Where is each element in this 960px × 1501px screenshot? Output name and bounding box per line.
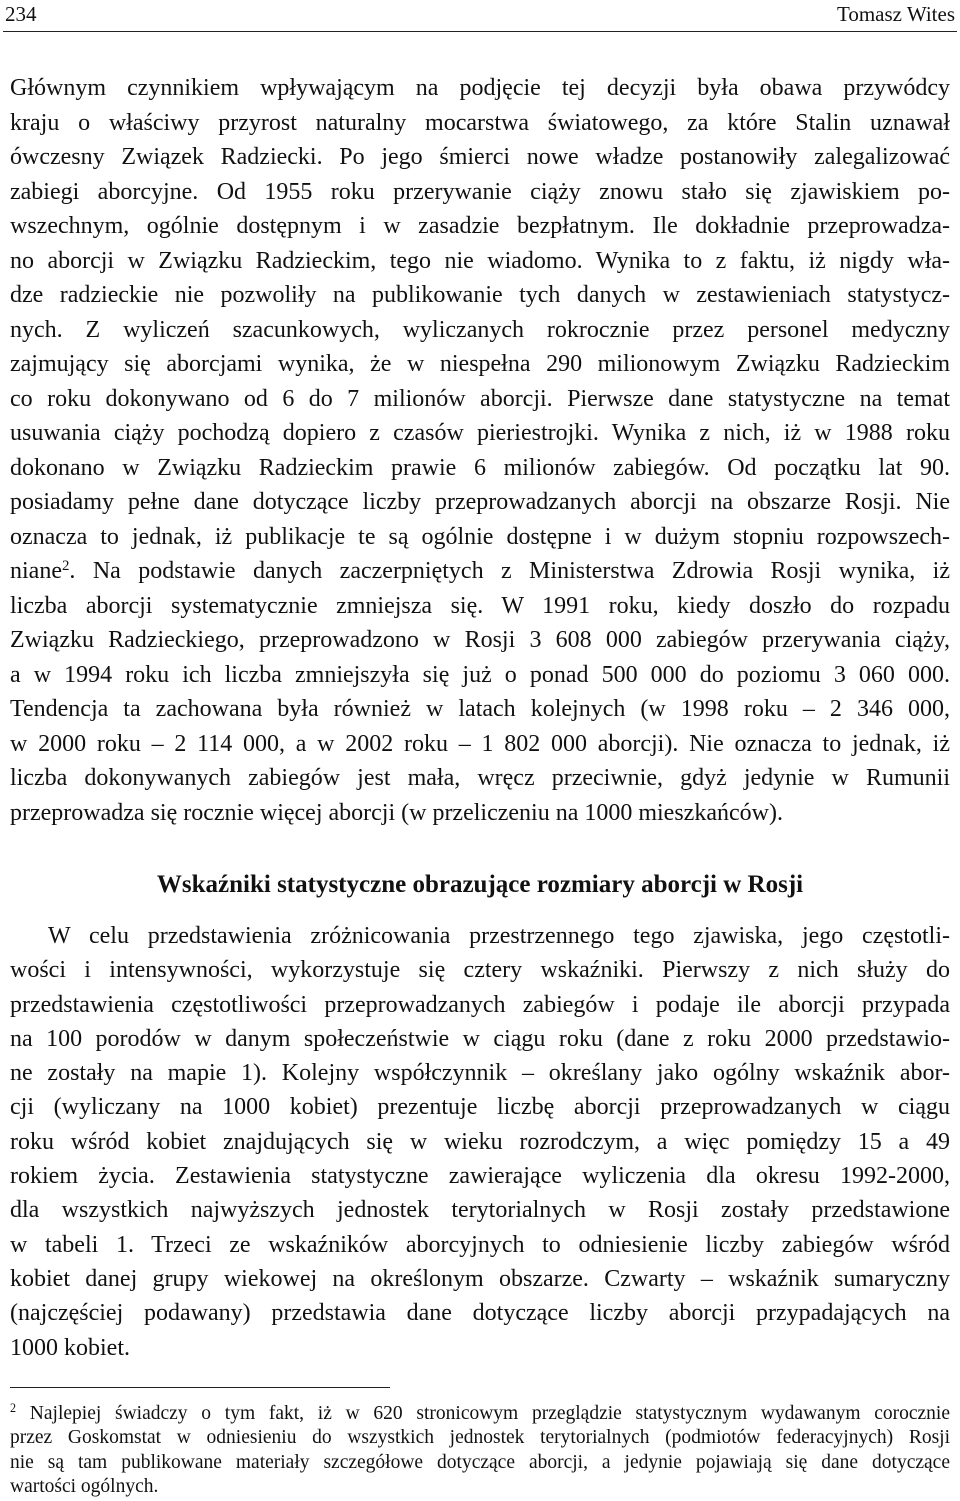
body-line: cji (wyliczany na 1000 kobiet) prezentuje liczbę aborcji przeprowadzanych w ciągu <box>10 1094 950 1121</box>
body-line: usuwania ciąży pochodzą dopiero z czasów pieriestrojki. Wynika z nich, iż w 1988 roku <box>10 420 950 446</box>
footnote-marker: 2 <box>10 1401 17 1416</box>
body-line: wszechnym, ogólnie dostępnym i w zasadzie bezpłatnym. Ile dokładnie przeprowadza- <box>10 213 950 239</box>
body-line: Tendencja ta zachowana była również w latach kolejnych (w 1998 roku – 2 346 000, <box>10 696 950 722</box>
paragraph <box>10 71 950 830</box>
body-line: liczba dokonywanych zabiegów jest mała, wręcz przeciwnie, gdyż jedynie w Rumunii <box>10 765 950 791</box>
body-line: (najczęściej podawany) przedstawia dane dotyczące liczby aborcji przypadających na <box>10 1300 950 1327</box>
line-text: niane <box>10 558 62 584</box>
body-line: przeprowadza się rocznie więcej aborcji (w przeliczeniu na 1000 mieszkańców). <box>10 799 783 826</box>
footnote-line: wartości ogólnych. <box>10 1476 159 1498</box>
running-head-author: Tomasz Wites <box>836 2 955 26</box>
body-line: co roku dokonywano od 6 do 7 milionów aborcji. Pierwsze dane statystyczne na temat <box>10 385 950 412</box>
body-line: kobiet danej grupy wiekowej na określonym obszarze. Czwarty – wskaźnik sumaryczny <box>10 1265 950 1292</box>
footnote-line <box>10 1402 950 1426</box>
page-number: 234 <box>5 2 37 26</box>
body-line: ówczesny Związek Radziecki. Po jego śmierci nowe władze postanowiły zalegalizować <box>10 144 950 170</box>
body-line: w tabeli 1. Trzeci ze wskaźników aborcyjnych to odniesienie liczby zabiegów wśród <box>10 1231 950 1258</box>
line-text: . Na podstawie danych zaczerpniętych z Ministerstwa Zdrowia Rosji wynika, iż <box>69 558 950 584</box>
body-line: kraju o właściwy przyrost naturalny mocarstwa światowego, za które Stalin uznawał <box>10 109 950 136</box>
body-line: oznacza to jednak, iż publikacje te są ogólnie dostępne i w dużym stopniu rozpowszech- <box>10 523 950 550</box>
body-line: zabiegi aborcyjne. Od 1955 roku przerywanie ciąży znowu stało się zjawiskiem po- <box>10 178 950 205</box>
footnote <box>10 1402 950 1500</box>
body-line: posiadamy pełne dane dotyczące liczby przeprowadzanych aborcji na obszarze Rosji. Nie <box>10 489 950 515</box>
body-line: nych. Z wyliczeń szacunkowych, wyliczanych rokrocznie przez personel medyczny <box>10 316 950 343</box>
body-line: przedstawienia częstotliwości przeprowadzanych zabiegów i podaje ile aborcji przypada <box>10 991 950 1018</box>
footnote-separator <box>10 1387 390 1388</box>
body-line <box>10 554 950 589</box>
body-line: liczba aborcji systematycznie zmniejsza się. W 1991 roku, kiedy doszło do rozpadu <box>10 592 950 619</box>
body-line: W celu przedstawienia zróżnicowania przestrzennego tego zjawiska, jego częstotli- <box>48 923 950 949</box>
body-line: rokiem życia. Zestawienia statystyczne zawierające wyliczenia dla okresu 1992-2000, <box>10 1163 950 1190</box>
body-line: zajmujący się aborcjami wynika, że w niespełna 290 milionowym Związku Radzieckim <box>10 351 950 377</box>
body-line: roku wśród kobiet znajdujących się w wieku rozrodczym, a więc pomiędzy 15 a 49 <box>10 1128 950 1155</box>
header-rule <box>3 31 957 32</box>
body-line: ne zostały na mapie 1). Kolejny współczynnik – określany jako ogólny wskaźnik abor- <box>10 1060 950 1087</box>
footnote-ref: 2 <box>61 557 70 574</box>
paragraph <box>10 919 950 1365</box>
page-header <box>5 0 955 28</box>
body-line: Głównym czynnikiem wpływającym na podjęcie tej decyzji była obawa przywódcy <box>10 75 950 101</box>
body-line: w 2000 roku – 2 114 000, a w 2002 roku – 1 802 000 aborcji). Nie oznacza to jednak, iż <box>10 730 950 757</box>
body-line: na 100 porodów w danym społeczeństwie w ciągu roku (dane z roku 2000 przedstawio- <box>10 1025 950 1052</box>
body-line: no aborcji w Związku Radzieckim, tego nie wiadomo. Wynika to z faktu, iż nigdy wła- <box>10 247 950 274</box>
footnote-line: nie są tam publikowane materiały szczegółowe dotyczące aborcji, a jedynie pojawiają się dane dotyczące <box>10 1451 950 1473</box>
footnote-line: przez Goskomstat w odniesieniu do wszystkich jednostek terytorialnych (podmiotów federacyjnych) Rosji <box>10 1427 950 1449</box>
body-line: 1000 kobiet. <box>10 1334 130 1361</box>
body-line: dokonano w Związku Radzieckim prawie 6 milionów zabiegów. Od początku lat 90. <box>10 454 950 481</box>
body-line: wości i intensywności, wykorzystuje się cztery wskaźniki. Pierwszy z nich służy do <box>10 957 950 984</box>
body-line: dze radzieckie nie pozwoliły na publikowanie tych danych w zestawieniach statystycz- <box>10 282 950 308</box>
body-line: Związku Radzieckiego, przeprowadzono w Rosji 3 608 000 zabiegów przerywania ciąży, <box>10 627 950 653</box>
section-heading: Wskaźniki statystyczne obrazujące rozmiary aborcji w Rosji <box>156 871 804 898</box>
line-text: Najlepiej świadczy o tym fakt, iż w 620 stronicowym przeglądzie statystycznym wydawanym corocznie <box>29 1403 951 1424</box>
body-line: a w 1994 roku ich liczba zmniejszyła się już o ponad 500 000 do poziomu 3 060 000. <box>10 661 950 688</box>
body-line: dla wszystkich najwyższych jednostek terytorialnych w Rosji zostały przedstawione <box>10 1197 950 1224</box>
